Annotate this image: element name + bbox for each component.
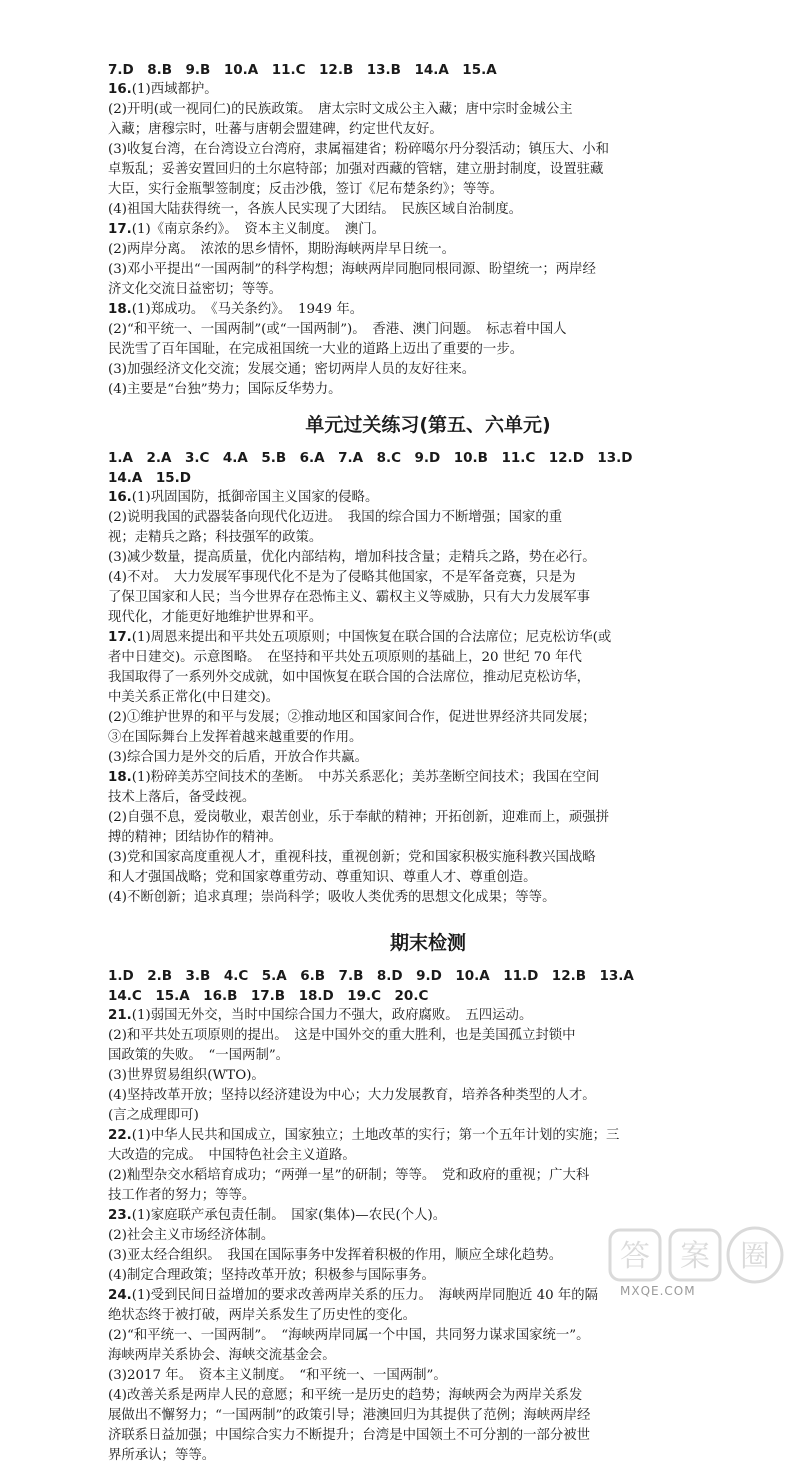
answer-text: 入藏；唐穆宗时，吐蕃与唐朝会盟建碑，约定世代友好。 bbox=[108, 122, 443, 137]
answer-text: (言之成理即可) bbox=[108, 1108, 199, 1123]
answer-text: (1)中华人民共和国成立，国家独立；土地改革的实行；第一个五年计划的实施；三 bbox=[131, 1128, 620, 1143]
answer-line bbox=[108, 1446, 748, 1466]
answer-text: (3)2017 年。 资本主义制度。 “和平统一、一国两制”。 bbox=[108, 1368, 447, 1383]
answer-text: 现代化，才能更好地维护世界和平。 bbox=[108, 610, 323, 625]
answer-text: 视；走精兵之路；科技强军的政策。 bbox=[108, 530, 323, 545]
answer-lines bbox=[108, 488, 748, 908]
answer-line bbox=[108, 1186, 748, 1206]
answer-line bbox=[108, 1366, 748, 1386]
answer-text: (2)两岸分离。 浓浓的思乡情怀，期盼海峡两岸早日统一。 bbox=[108, 242, 456, 257]
answer-line bbox=[108, 80, 748, 100]
answer-text: (1)西域都护。 bbox=[131, 82, 218, 97]
question-number: 18. bbox=[108, 302, 132, 317]
answer-text: (1)郑成功。 《马关条约》。 1949 年。 bbox=[131, 302, 364, 317]
question-number: 22. bbox=[108, 1128, 132, 1143]
answer-text: (1)家庭联产承包责任制。 国家(集体)—农民(个人)。 bbox=[131, 1208, 447, 1223]
answer-line bbox=[108, 340, 748, 360]
answer-line bbox=[108, 528, 748, 548]
answer-text: 我国取得了一系列外交成就，如中国恢复在联合国的合法席位，推动尼克松访华， bbox=[108, 670, 591, 685]
answer-line bbox=[108, 1046, 748, 1066]
answer-text: ③在国际舞台上发挥着越来越重要的作用。 bbox=[108, 730, 363, 745]
question-number: 24. bbox=[108, 1288, 132, 1303]
answer-lines bbox=[108, 80, 748, 400]
answer-line bbox=[108, 320, 748, 340]
answer-line bbox=[108, 808, 748, 828]
answer-text: (3)世界贸易组织(WTO)。 bbox=[108, 1068, 265, 1083]
answer-line bbox=[108, 260, 748, 280]
answer-text: (4)不对。 大力发展军事现代化不是为了侵略其他国家，不是军备竞赛，只是为 bbox=[108, 570, 576, 585]
answer-row: 14.C 15.A 16.B 17.B 18.D 19.C 20.C bbox=[108, 988, 429, 1004]
answer-line bbox=[108, 1386, 748, 1406]
answer-line bbox=[108, 1166, 748, 1186]
answer-line bbox=[108, 1406, 748, 1426]
answer-line bbox=[108, 360, 748, 380]
question-number: 17. bbox=[108, 222, 132, 237]
answer-line bbox=[108, 1026, 748, 1046]
answer-text: 绝状态终于被打破，两岸关系发生了历史性的变化。 bbox=[108, 1308, 416, 1323]
answer-text: 技术上落后，备受歧视。 bbox=[108, 790, 256, 805]
answer-text: 了保卫国家和人民；当今世界存在恐怖主义、霸权主义等威胁，只有大力发展军事 bbox=[108, 590, 591, 605]
answer-line bbox=[108, 220, 748, 240]
answer-line bbox=[108, 1106, 748, 1126]
answer-line bbox=[108, 748, 748, 768]
question-number: 21. bbox=[108, 1008, 132, 1023]
answer-text: 卓叛乱；妥善安置回归的土尔扈特部；加强对西藏的管辖，建立册封制度，设置驻藏 bbox=[108, 162, 604, 177]
answer-line bbox=[108, 688, 748, 708]
answer-text: (4)改善关系是两岸人民的意愿；和平统一是历史的趋势；海峡两会为两岸关系发 bbox=[108, 1388, 583, 1403]
answer-line bbox=[108, 120, 748, 140]
answer-line bbox=[108, 1346, 748, 1366]
answer-line bbox=[108, 160, 748, 180]
answer-text: (2)“和平统一、一国两制”。 “海峡两岸同属一个中国，共同努力谋求国家统一”。 bbox=[108, 1328, 590, 1343]
answer-row: 1.A 2.A 3.C 4.A 5.B 6.A 7.A 8.C 9.D 10.B 11.C 12.D 13.D bbox=[108, 450, 633, 466]
answer-line bbox=[108, 828, 748, 848]
answer-text: 济联系日益加强；中国综合实力不断提升；台湾是中国领土不可分割的一部分被世 bbox=[108, 1428, 591, 1443]
answer-text: (4)制定合理政策；坚持改革开放；积极参与国际事务。 bbox=[108, 1268, 435, 1283]
answer-text: (1)《南京条约》。 资本主义制度。 澳门。 bbox=[131, 222, 386, 237]
answer-text: (3)减少数量，提高质量，优化内部结构，增加科技含量；走精兵之路，势在必行。 bbox=[108, 550, 596, 565]
answer-line bbox=[108, 1306, 748, 1326]
answer-text: (2)社会主义市场经济体制。 bbox=[108, 1228, 275, 1243]
answer-text: 海峡两岸关系协会、海峡交流基金会。 bbox=[108, 1348, 336, 1363]
answer-text: 和人才强国战略；党和国家尊重劳动、尊重知识、尊重人才、尊重创造。 bbox=[108, 870, 537, 885]
answer-line bbox=[108, 868, 748, 888]
answer-line bbox=[108, 1326, 748, 1346]
section-unit-answers bbox=[108, 60, 748, 400]
answer-line bbox=[108, 848, 748, 868]
answer-line bbox=[108, 588, 748, 608]
answer-line bbox=[108, 608, 748, 628]
answer-line bbox=[108, 200, 748, 220]
answer-text: 展做出不懈努力；“一国两制”的政策引导；港澳回归为其提供了范例；海峡两岸经 bbox=[108, 1408, 591, 1423]
answer-text: (2)自强不息，爱岗敬业，艰苦创业，乐于奉献的精神；开拓创新，迎难而上，顽强拼 bbox=[108, 810, 610, 825]
watermark-glyph-3: 圈 bbox=[740, 1239, 770, 1274]
answer-line bbox=[108, 568, 748, 588]
answer-text: 技工作者的努力；等等。 bbox=[108, 1188, 256, 1203]
answer-line bbox=[108, 788, 748, 808]
answer-text: (3)党和国家高度重视人才，重视科技，重视创新；党和国家积极实施科教兴国战略 bbox=[108, 850, 596, 865]
answer-line bbox=[108, 768, 748, 788]
answer-text: (3)综合国力是外交的后盾，开放合作共赢。 bbox=[108, 750, 368, 765]
question-number: 16. bbox=[108, 490, 132, 505]
answer-text: (4)坚持改革开放；坚持以经济建设为中心；大力发展教育，培养各种类型的人才。 bbox=[108, 1088, 596, 1103]
answer-text: 济文化交流日益密切；等等。 bbox=[108, 282, 283, 297]
answer-line bbox=[108, 240, 748, 260]
answer-line bbox=[108, 280, 748, 300]
section-title-unit-review: 单元过关练习(第五、六单元) bbox=[305, 414, 551, 436]
answer-text: 中美关系正常化(中日建交)。 bbox=[108, 690, 280, 705]
answer-line bbox=[108, 488, 748, 508]
answer-text: (3)收复台湾，在台湾设立台湾府，隶属福建省；粉碎噶尔丹分裂活动；镇压大、小和 bbox=[108, 142, 610, 157]
answer-text: 国政策的失败。 “一国两制”。 bbox=[108, 1048, 290, 1063]
question-number: 18. bbox=[108, 770, 132, 785]
answer-line bbox=[108, 380, 748, 400]
answer-text: 界所承认；等等。 bbox=[108, 1448, 216, 1463]
answer-line bbox=[108, 1066, 748, 1086]
answer-text: (4)祖国大陆获得统一，各族人民实现了大团结。 民族区域自治制度。 bbox=[108, 202, 522, 217]
answer-text: (3)邓小平提出“一国两制”的科学构想；海峡两岸同胞同根同源、盼望统一；两岸经 bbox=[108, 262, 596, 277]
answer-text: (2)说明我国的武器装备向现代化迈进。 我国的综合国力不断增强；国家的重 bbox=[108, 510, 563, 525]
answer-line bbox=[108, 708, 748, 728]
answer-text: 大臣，实行金瓶掣签制度；反击沙俄，签订《尼布楚条约》；等等。 bbox=[108, 182, 504, 197]
section-title-final-exam: 期末检测 bbox=[389, 932, 466, 954]
answer-row: 7.D 8.B 9.B 10.A 11.C 12.B 13.B 14.A 15.A bbox=[108, 62, 497, 78]
answer-line bbox=[108, 180, 748, 200]
answer-text: (2)开明(或一视同仁)的民族政策。 唐太宗时文成公主入藏；唐中宗时金城公主 bbox=[108, 102, 573, 117]
answer-text: 搏的精神；团结协作的精神。 bbox=[108, 830, 283, 845]
answer-line bbox=[108, 668, 748, 688]
answer-line bbox=[108, 100, 748, 120]
watermark-glyph-1: 答 bbox=[620, 1239, 650, 1274]
answer-text: (2)和平共处五项原则的提出。 这是中国外交的重大胜利，也是美国孤立封锁中 bbox=[108, 1028, 576, 1043]
answer-text: (1)巩固国防，抵御帝国主义国家的侵略。 bbox=[131, 490, 379, 505]
answer-line bbox=[108, 140, 748, 160]
answer-text: (3)亚太经合组织。 我国在国际事务中发挥着积极的作用，顺应全球化趋势。 bbox=[108, 1248, 563, 1263]
answer-text: (1)周恩来提出和平共处五项原则；中国恢复在联合国的合法席位；尼克松访华(或 bbox=[131, 630, 612, 645]
answer-text: (2)“和平统一、一国两制”(或“一国两制”)。 香港、澳门问题。 标志着中国人 bbox=[108, 322, 567, 337]
section-unit-review bbox=[108, 448, 748, 908]
answer-line bbox=[108, 1006, 748, 1026]
answer-line bbox=[108, 508, 748, 528]
answer-text: (2)①维护世界的和平与发展；②推动地区和国家间合作，促进世界经济共同发展； bbox=[108, 710, 596, 725]
answer-text: (4)不断创新；追求真理；崇尚科学；吸收人类优秀的思想文化成果；等等。 bbox=[108, 890, 556, 905]
answer-line bbox=[108, 300, 748, 320]
answer-line bbox=[108, 648, 748, 668]
section-final-exam bbox=[108, 966, 748, 1466]
answer-line bbox=[108, 548, 748, 568]
answer-line bbox=[108, 628, 748, 648]
answer-line bbox=[108, 1086, 748, 1106]
answer-text: (1)粉碎美苏空间技术的垄断。 中苏关系恶化；美苏垄断空间技术；我国在空间 bbox=[131, 770, 600, 785]
question-number: 23. bbox=[108, 1208, 132, 1223]
answer-line bbox=[108, 1146, 748, 1166]
watermark-url: MXQE.COM bbox=[620, 1284, 696, 1298]
answer-text: 民洗雪了百年国耻，在完成祖国统一大业的道路上迈出了重要的一步。 bbox=[108, 342, 524, 357]
answer-text: (4)主要是“台独”势力；国际反华势力。 bbox=[108, 382, 342, 397]
answer-text: 大改造的完成。 中国特色社会主义道路。 bbox=[108, 1148, 356, 1163]
answer-text: (1)弱国无外交，当时中国综合国力不强大，政府腐败。 五四运动。 bbox=[131, 1008, 533, 1023]
answer-line bbox=[108, 888, 748, 908]
answer-row: 1.D 2.B 3.B 4.C 5.A 6.B 7.B 8.D 9.D 10.A 11.D 12.B 13.A bbox=[108, 968, 634, 984]
answer-line bbox=[108, 1126, 748, 1146]
answer-row: 14.A 15.D bbox=[108, 470, 191, 486]
answer-text: (3)加强经济文化交流；发展交通；密切两岸人员的友好往来。 bbox=[108, 362, 476, 377]
question-number: 16. bbox=[108, 82, 132, 97]
question-number: 17. bbox=[108, 630, 132, 645]
answer-text: (2)籼型杂交水稻培育成功；“两弹一星”的研制；等等。 党和政府的重视；广大科 bbox=[108, 1168, 590, 1183]
answer-text: (1)受到民间日益增加的要求改善两岸关系的压力。 海峡两岸同胞近 40 年的隔 bbox=[131, 1288, 599, 1303]
answer-text: 者中日建交)。示意图略。 在坚持和平共处五项原则的基础上，20 世纪 70 年代 bbox=[108, 650, 582, 665]
watermark-glyph-2: 案 bbox=[680, 1239, 710, 1274]
answer-line bbox=[108, 728, 748, 748]
answer-line bbox=[108, 1426, 748, 1446]
